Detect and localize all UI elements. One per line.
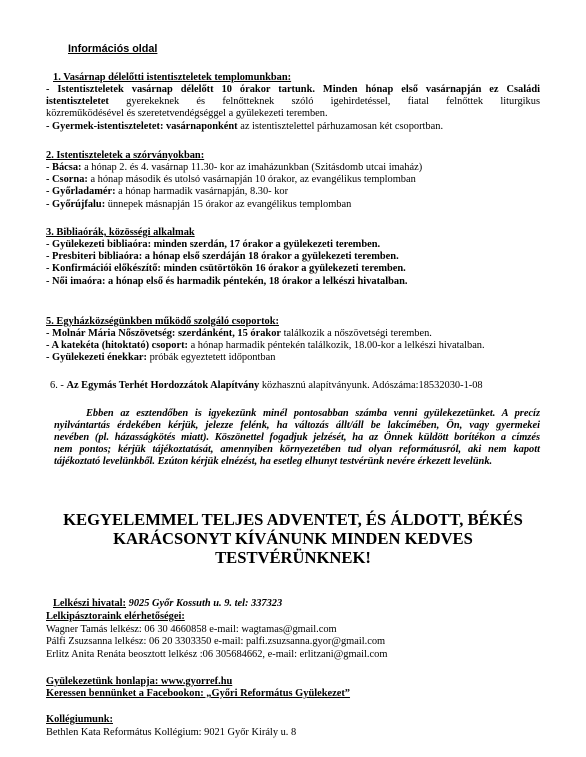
children-service-label: - Gyermek-istentiszteletet: vasárnaponként: [46, 121, 238, 132]
section-1-line-2: [46, 96, 540, 108]
section-2-heading: 2. Istentiszteletek a szórványokban:: [46, 150, 205, 161]
list-item: - Csorna: a hónap második és utolsó vasárnapján 10 órakor, az evangélikus templomban: [46, 174, 416, 185]
list-item: - Győrladamér: a hónap harmadik vasárnapján, 8.30- kor: [46, 186, 289, 197]
section-1-line-4: [46, 121, 443, 133]
list-item: - Molnár Mária Nőszövetség: szerdánként, 15 órakor találkozik a nőszövetségi teremben.: [46, 328, 432, 339]
list-item: - Győrújfalu: ünnepek másnapján 15 órakor az evangélikus templomban: [46, 199, 352, 210]
greeting-line-1: KEGYELEMMEL TELJES ADVENTET, ÉS ÁLDOTT, BÉKÉS: [63, 510, 523, 529]
office-address: 9025 Győr Kossuth u. 9.: [126, 598, 232, 609]
family-service-label: istentiszteletet: [46, 96, 109, 107]
pastors-heading: Lelkipásztoraink elérhetőségei:: [46, 611, 185, 622]
notice-line-4: nem pontos; kérjük tájékoztatását, amennyiben környezetében tud olyan reformátusról, aki nem kapott: [54, 444, 540, 455]
office-tel: tel: 337323: [231, 598, 283, 609]
college-heading: Kollégiumunk:: [46, 714, 113, 725]
list-item: - Női imaóra: a hónap első és harmadik péntekén, 18 órakor a lelkészi hivatalban.: [46, 276, 408, 287]
list-item: - Presbiteri bibliaóra: a hónap első szerdáján 18 órakor a gyülekezeti teremben.: [46, 251, 399, 262]
page-title: Információs oldal: [68, 43, 158, 55]
pastor-contact: Erlitz Anita Renáta beosztott lelkész :06 305684662, e-mail: erlitzani@gmail.com: [46, 649, 388, 660]
office-line: [53, 598, 282, 610]
section-3-heading: 3. Bibliaórák, közösségi alkalmak: [46, 227, 195, 238]
foundation-name: Az Egymás Terhét Hordozzátok Alapítvány: [66, 380, 260, 391]
notice-line-1: Ebben az esztendőben is igyekezünk minél pontosabban számba venni gyülekezetünket. A precíz: [86, 408, 540, 419]
list-item: - Konfirmációi előkészítő: minden csütörtökön 16 órakor a gyülekezeti teremben.: [46, 263, 406, 274]
notice-line-5: tájékoztató levelünkből. Ezúton kérjük elnézést, ha esetleg elhunyt testvérünk nevére érkezett levelünk.: [54, 456, 493, 467]
notice-line-3: nevében (pl. házasságkötés miatt). Köszönettel fogadjuk jelzését, ha az Önnek küldött borítékon a címzés: [54, 432, 540, 443]
pastor-contact: Wagner Tamás lelkész: 06 30 4660858 e-mail: wagtamas@gmail.com: [46, 624, 337, 635]
office-label: Lelkészi hivatal:: [53, 598, 127, 609]
greeting-line-3: TESTVÉRÜNKNEK!: [215, 548, 371, 567]
section-1-line-3: közreműködésével és szeretetvendégséggel a gyülekezeti teremben.: [46, 108, 328, 119]
website-line: Gyülekezetünk honlapja: www.gyorref.hu: [46, 676, 233, 687]
pastor-contact: Pálfi Zsuzsanna lelkész: 06 20 3303350 e-mail: palfi.zsuzsanna.gyor@gmail.com: [46, 636, 386, 647]
greeting-line-2: KARÁCSONYT KÍVÁNUNK MINDEN KEDVES: [113, 529, 473, 548]
list-item: - Gyülekezeti énekkar: próbák egyeztetett időpontban: [46, 352, 276, 363]
family-service-text: gyerekeknek és felnőtteknek szóló igehirdetéssel, fiatal felnőttek liturgikus: [126, 96, 540, 107]
section-6-line: 6. - Az Egymás Terhét Hordozzátok Alapítvány közhasznú alapítványunk. Adószáma:18532030-1-08: [50, 380, 483, 391]
college-address: Bethlen Kata Református Kollégium: 9021 Győr Király u. 8: [46, 727, 297, 738]
list-item: - A katekéta (hitoktató) csoport: a hónap harmadik péntekén találkozik, 18.00-kor a lelkészi hivatalban.: [46, 340, 485, 351]
notice-line-2: nyilvántartás érdekében kérjük, jelezze felénk, ha változás állt/áll be lakcímében, Ön, vagy gyermekei: [54, 420, 540, 431]
section-1-heading: 1. Vasárnap délelőtti istentiszteletek templomunkban:: [53, 72, 292, 83]
section-1-line-1: - Istentiszteletek vasárnap délelőtt 10 órakor tartunk. Minden hónap első vasárnapján ez Családi: [46, 84, 540, 95]
list-item: - Bácsa: a hónap 2. és 4. vasárnap 11.30- kor az imaházunkban (Szitásdomb utcai imaház): [46, 162, 423, 173]
list-item: - Gyülekezeti bibliaóra: minden szerdán, 17 órakor a gyülekezeti teremben.: [46, 239, 381, 250]
section-5-heading: 5. Egyházközségünkben működő szolgáló csoportok:: [46, 316, 279, 327]
facebook-line: Keressen bennünket a Facebookon: „Győri Református Gyülekezet”: [46, 688, 351, 699]
children-service-text: az istentisztelettel párhuzamosan két csoportban.: [237, 121, 444, 132]
